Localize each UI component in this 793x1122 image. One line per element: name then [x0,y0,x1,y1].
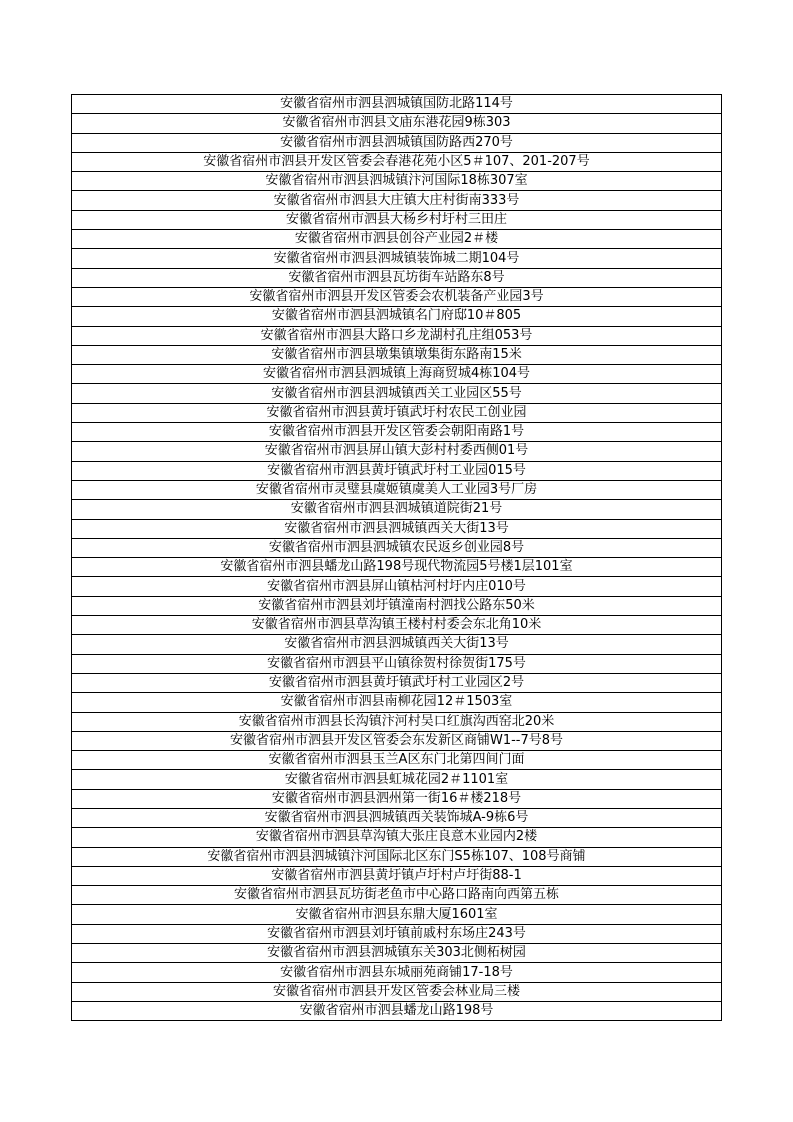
table-row [72,558,722,577]
address-cell: 安徽省宿州市泗县屏山镇大彭村村委西侧01号 [72,442,722,461]
address-cell: 安徽省宿州市泗县泗城镇上海商贸城4栋104号 [72,365,722,384]
address-cell: 安徽省宿州市泗县瓦坊街老鱼市中心路口路南向西第五栋 [72,886,722,905]
address-cell: 安徽省宿州市泗县泗城镇汴河国际北区东门S5栋107、108号商铺 [72,847,722,866]
address-cell: 安徽省宿州市泗县泗城镇装饰城二期104号 [72,249,722,268]
address-cell: 安徽省宿州市泗县文庙东港花园9栋303 [72,114,722,133]
table-row [72,403,722,422]
table-row [72,789,722,808]
address-cell: 安徽省宿州市泗县泗城镇西关大街13号 [72,519,722,538]
address-cell: 安徽省宿州市泗县泗城镇西关工业园区55号 [72,384,722,403]
table-row [72,95,722,114]
address-cell: 安徽省宿州市泗县东城丽苑商铺17-18号 [72,963,722,982]
address-cell: 安徽省宿州市泗县蟠龙山路198号现代物流园5号楼1层101室 [72,558,722,577]
table-row [72,442,722,461]
table-row [72,268,722,287]
table-row [72,307,722,326]
table-row [72,751,722,770]
table-row [72,654,722,673]
address-cell: 安徽省宿州市泗县草沟镇大张庄良意木业园内2楼 [72,828,722,847]
table-row [72,866,722,885]
address-cell: 安徽省宿州市泗县创谷产业园2＃楼 [72,230,722,249]
table-row [72,847,722,866]
table-row [72,635,722,654]
table-row [72,673,722,692]
address-table-body [72,95,722,1021]
address-cell: 安徽省宿州市泗县东鼎大厦1601室 [72,905,722,924]
address-cell: 安徽省宿州市泗县开发区管委会东发新区商铺W1--7号8号 [72,731,722,750]
address-cell: 安徽省宿州市泗县泗城镇国防北路114号 [72,95,722,114]
address-cell: 安徽省宿州市泗县玉兰A区东门北第四间门面 [72,751,722,770]
address-cell: 安徽省宿州市泗县泗州第一街16＃楼218号 [72,789,722,808]
table-row [72,480,722,499]
table-row [72,249,722,268]
table-row [72,1001,722,1020]
table-row [72,596,722,615]
table-row [72,577,722,596]
table-row [72,770,722,789]
address-cell: 安徽省宿州市泗县黄圩镇武圩村农民工创业园 [72,403,722,422]
table-row [72,114,722,133]
table-row [72,152,722,171]
address-cell: 安徽省宿州市泗县开发区管委会春港花苑小区5＃107、201-207号 [72,152,722,171]
table-row [72,172,722,191]
address-cell: 安徽省宿州市泗县泗城镇西关大街13号 [72,635,722,654]
address-table [71,94,722,1021]
table-row [72,944,722,963]
table-row [72,924,722,943]
address-cell: 安徽省宿州市泗县泗城镇名门府邸10＃805 [72,307,722,326]
table-row [72,886,722,905]
table-row [72,808,722,827]
table-row [72,616,722,635]
table-row [72,982,722,1001]
address-cell: 安徽省宿州市泗县开发区管委会林业局三楼 [72,982,722,1001]
table-row [72,423,722,442]
address-cell: 安徽省宿州市泗县黄圩镇武圩村工业园015号 [72,461,722,480]
table-row [72,693,722,712]
table-row [72,133,722,152]
address-cell: 安徽省宿州市泗县泗城镇道院街21号 [72,500,722,519]
table-row [72,828,722,847]
table-row [72,731,722,750]
address-cell: 安徽省宿州市泗县黄圩镇武圩村工业园区2号 [72,673,722,692]
table-row [72,287,722,306]
table-row [72,384,722,403]
table-row [72,365,722,384]
address-cell: 安徽省宿州市泗县泗城镇汴河国际18栋307室 [72,172,722,191]
address-cell: 安徽省宿州市灵璧县虞姬镇虞美人工业园3号厂房 [72,480,722,499]
table-row [72,230,722,249]
table-row [72,461,722,480]
address-cell: 安徽省宿州市泗县大庄镇大庄村街南333号 [72,191,722,210]
address-cell: 安徽省宿州市泗县虹城花园2＃1101室 [72,770,722,789]
address-cell: 安徽省宿州市泗县大杨乡村圩村三田庄 [72,210,722,229]
table-row [72,326,722,345]
address-cell: 安徽省宿州市泗县泗城镇西关装饰城A-9栋6号 [72,808,722,827]
address-cell: 安徽省宿州市泗县泗城镇国防路西270号 [72,133,722,152]
table-row [72,905,722,924]
address-cell: 安徽省宿州市泗县刘圩镇前戚村东场庄243号 [72,924,722,943]
table-row [72,963,722,982]
address-cell: 安徽省宿州市泗县泗城镇农民返乡创业园8号 [72,538,722,557]
address-cell: 安徽省宿州市泗县平山镇徐贺村徐贺街175号 [72,654,722,673]
address-cell: 安徽省宿州市泗县开发区管委会农机装备产业园3号 [72,287,722,306]
table-row [72,500,722,519]
address-cell: 安徽省宿州市泗县草沟镇王楼村村委会东北角10米 [72,616,722,635]
table-row [72,191,722,210]
address-cell: 安徽省宿州市泗县屏山镇枯河村圩内庄010号 [72,577,722,596]
table-row [72,712,722,731]
address-cell: 安徽省宿州市泗县刘圩镇潼南村泗找公路东50米 [72,596,722,615]
address-cell: 安徽省宿州市泗县长沟镇汴河村吴口红旗沟西窑北20米 [72,712,722,731]
address-cell: 安徽省宿州市泗县蟠龙山路198号 [72,1001,722,1020]
address-cell: 安徽省宿州市泗县黄圩镇卢圩村卢圩街88-1 [72,866,722,885]
address-cell: 安徽省宿州市泗县南柳花园12＃1503室 [72,693,722,712]
table-row [72,538,722,557]
table-row [72,345,722,364]
address-cell: 安徽省宿州市泗县瓦坊街车站路东8号 [72,268,722,287]
table-row [72,519,722,538]
address-cell: 安徽省宿州市泗县开发区管委会朝阳南路1号 [72,423,722,442]
address-cell: 安徽省宿州市泗县泗城镇东关303北侧柘树园 [72,944,722,963]
address-cell: 安徽省宿州市泗县墩集镇墩集街东路南15米 [72,345,722,364]
address-cell: 安徽省宿州市泗县大路口乡龙湖村孔庄组053号 [72,326,722,345]
table-row [72,210,722,229]
